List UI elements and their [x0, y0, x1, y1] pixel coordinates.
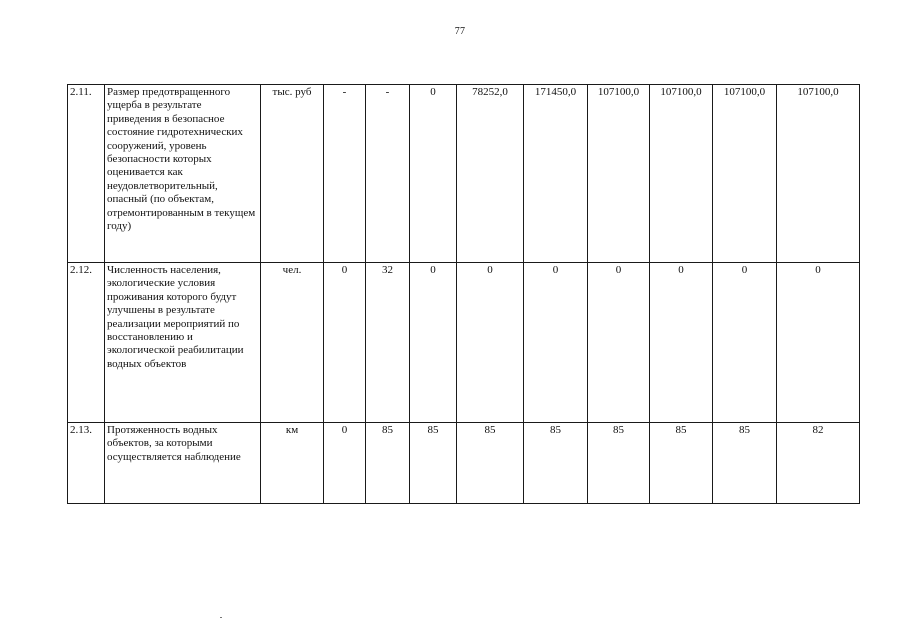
value-cell: 85 — [410, 423, 457, 504]
indicator-name: Численность населения, экологические условия проживания которого будут улучшены в результате реализации мероприятий по восстановлению и экологической реабилитации водных объектов — [105, 263, 261, 423]
indicators-table — [67, 84, 860, 504]
value-cell: 0 — [324, 423, 366, 504]
value-cell: 78252,0 — [457, 85, 524, 263]
value-cell: 107100,0 — [777, 85, 860, 263]
scan-speck — [220, 617, 222, 618]
value-cell: 0 — [524, 263, 588, 423]
row-number: 2.12. — [68, 263, 105, 423]
row-number: 2.13. — [68, 423, 105, 504]
value-cell: - — [366, 85, 410, 263]
value-cell: 0 — [588, 263, 650, 423]
value-cell: 85 — [366, 423, 410, 504]
value-cell: - — [324, 85, 366, 263]
value-cell: 32 — [366, 263, 410, 423]
unit-cell: тыс. руб — [261, 85, 324, 263]
value-cell: 85 — [524, 423, 588, 504]
table-row — [68, 85, 860, 263]
page-number: 77 — [454, 26, 466, 37]
indicator-name: Протяженность водных объектов, за которыми осуществляется наблюдение — [105, 423, 261, 504]
value-cell: 171450,0 — [524, 85, 588, 263]
value-cell: 107100,0 — [588, 85, 650, 263]
value-cell: 0 — [650, 263, 713, 423]
value-cell: 0 — [324, 263, 366, 423]
value-cell: 82 — [777, 423, 860, 504]
unit-cell: км — [261, 423, 324, 504]
value-cell: 85 — [713, 423, 777, 504]
value-cell: 107100,0 — [713, 85, 777, 263]
value-cell: 0 — [777, 263, 860, 423]
value-cell: 107100,0 — [650, 85, 713, 263]
table-row — [68, 423, 860, 504]
row-number: 2.11. — [68, 85, 105, 263]
value-cell: 85 — [457, 423, 524, 504]
value-cell: 0 — [713, 263, 777, 423]
value-cell: 85 — [588, 423, 650, 504]
indicator-name: Размер предотвращенного ущерба в результате приведения в безопасное состояние гидротехнических сооружений, уровень безопасности которых оценивается как неудовлетворительный, опасный (по объектам, отремонтированным в текущем году) — [105, 85, 261, 263]
value-cell: 85 — [650, 423, 713, 504]
value-cell: 0 — [457, 263, 524, 423]
unit-cell: чел. — [261, 263, 324, 423]
value-cell: 0 — [410, 263, 457, 423]
value-cell: 0 — [410, 85, 457, 263]
table-row — [68, 263, 860, 423]
